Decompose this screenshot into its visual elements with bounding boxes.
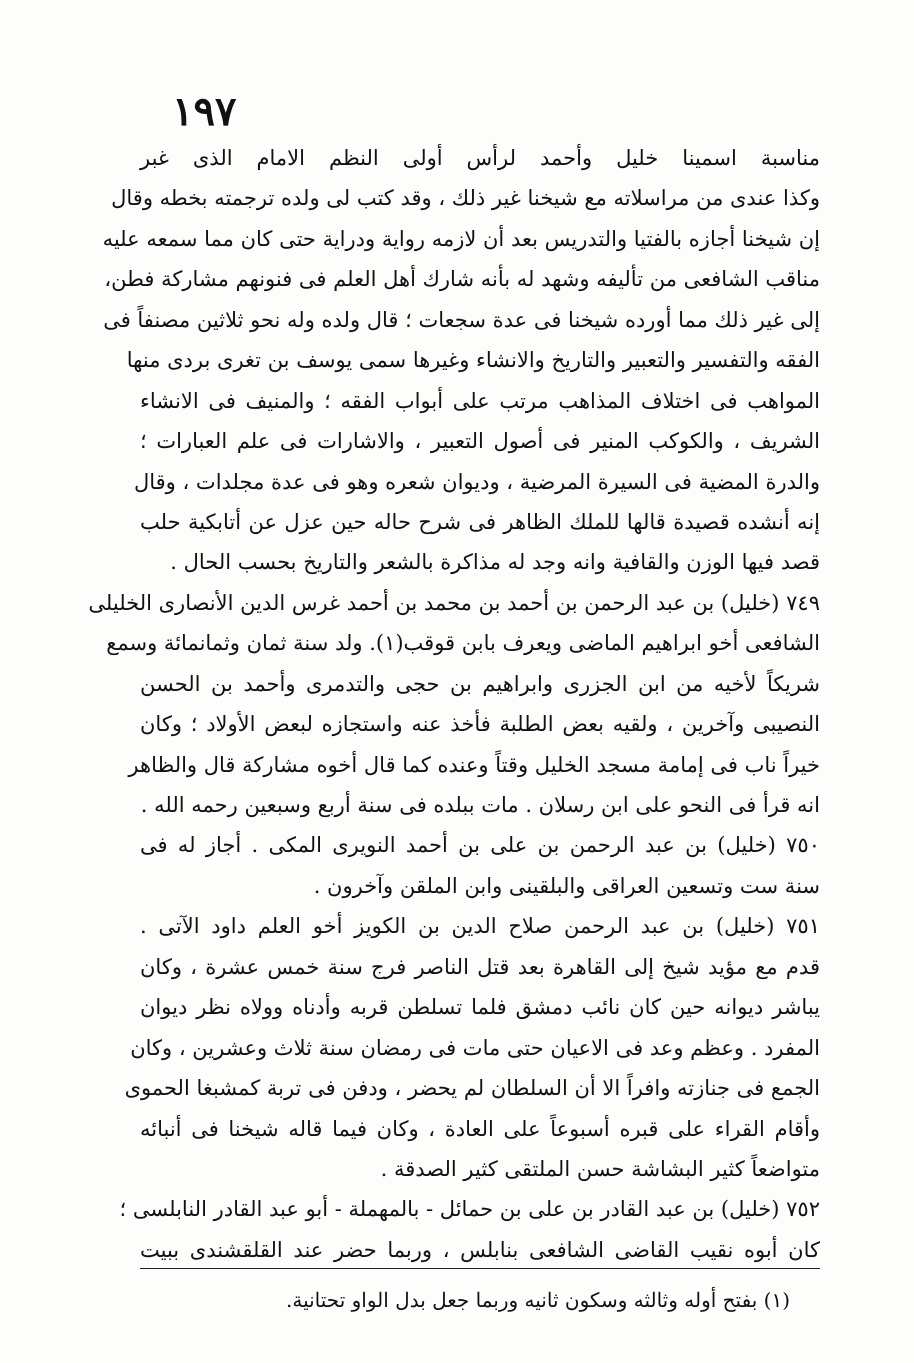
- text-line: متواضعاً كثير البشاشة حسن الملتقى كثير الصدقة .: [380, 1156, 820, 1181]
- text-line: سنة ست وتسعين العراقى والبلقينى وابن الملقن وآخرون .: [313, 873, 820, 898]
- text-line: خيراً ناب فى إمامة مسجد الخليل وقتاً وعنده كما قال أخوه مشاركة قال والظاهر: [128, 752, 820, 777]
- text-line: مناقب الشافعى من تأليفه وشهد له بأنه شارك أهل العلم فى فنونهم مشاركة فطن،: [104, 267, 820, 292]
- entry-749-line: ٧٤٩ (خليل) بن عبد الرحمن بن أحمد بن محمد بن أحمد غرس الدين الأنصارى الخليلى: [88, 590, 820, 615]
- text-line: المفرد . وعظم وعد فى الاعيان حتى مات فى رمضان سنة ثلاث وعشرين ، وكان: [130, 1035, 820, 1060]
- text-line: قدم مع مؤيد شيخ إلى القاهرة بعد قتل الناصر فرج سنة خمس عشرة ، وكان: [140, 954, 820, 979]
- text-line: إن شيخنا أجازه بالفتيا والتدريس بعد أن لازمه رواية ودراية حتى كان مما سمعه عليه: [102, 226, 820, 251]
- text-line: انه قرأ فى النحو على ابن رسلان . مات ببلده فى سنة أربع وسبعين رحمه الله .: [140, 793, 820, 817]
- text-line: وكذا عندى من مراسلاته مع شيخنا غير ذلك ، وقد كتب لى ولده ترجمته بخطه وقال: [111, 186, 820, 211]
- text-line: يباشر ديوانه حين كان نائب دمشق فلما تسلطن قربه وأدناه وولاه نظر ديوان: [140, 995, 820, 1020]
- body-text: [88, 138, 821, 1270]
- text-line: إنه أنشده قصيدة قالها للملك الظاهر فى شرح حاله حين عزل عن أتابكية حلب: [140, 509, 820, 534]
- text-line: إلى غير ذلك مما أورده شيخنا فى عدة سجعات ؛ قال ولده وله نحو ثلاثين مصنفاً فى: [103, 307, 820, 332]
- text-line: الجمع فى جنازته وافراً الا أن السلطان لم يحضر ، ودفن فى تربة كمشبغا الحموى: [124, 1076, 820, 1101]
- text-line: مناسبة اسمينا خليل وأحمد لرأس أولى النظم الامام الذى غبر: [140, 146, 820, 170]
- entry-752-line: ٧٥٢ (خليل) بن عبد القادر بن على بن حمائل - بالمهملة - أبو عبد القادر النابلسى ؛: [119, 1197, 820, 1222]
- text-line: كان أبوه نقيب القاضى الشافعى بنابلس ، وربما حضر عند القلقشندى ببيت: [140, 1237, 820, 1262]
- text-line: الشافعى أخو ابراهيم الماضى ويعرف بابن قوقب(١). ولد سنة ثمان وثمانمائة وسمع: [106, 631, 820, 656]
- entry-750-line: ٧٥٠ (خليل) بن عبد الرحمن بن على بن أحمد النويرى المكى . أجاز له فى: [140, 833, 820, 858]
- footnote: (١) بفتح أوله وثالثه وسكون ثانيه وربما جعل بدل الواو تحتانية.: [285, 1288, 790, 1312]
- text-line: النصيبى وآخرين ، ولقيه بعض الطلبة فأخذ عنه واستجازه لبعض الأولاد ؛ وكان: [140, 712, 820, 737]
- text-line: والدرة المضية فى السيرة المرضية ، وديوان شعره وهو فى عدة مجلدات ، وقال: [133, 469, 820, 494]
- text-line: شريكاً لأخيه من ابن الجزرى وابراهيم بن حجى والتدمرى وأحمد بن الحسن: [140, 671, 820, 696]
- text-line: الفقه والتفسير والتعبير والتاريخ والانشاء وغيرها سمى يوسف بن تغرى بردى منها: [126, 348, 820, 373]
- text-line: المواهب فى اختلاف المذاهب مرتب على أبواب الفقه ؛ والمنيف فى الانشاء: [140, 388, 821, 413]
- text-line: الشريف ، والكوكب المنير فى أصول التعبير ، والاشارات فى علم العبارات ؛: [140, 429, 820, 454]
- entry-751-line: ٧٥١ (خليل) بن عبد الرحمن صلاح الدين بن الكويز أخو العلم داود الآتى .: [140, 914, 820, 939]
- text-line: قصد فيها الوزن والقافية وانه وجد له مذاكرة بالشعر والتاريخ بحسب الحال .: [170, 550, 820, 575]
- page-number: ١٩٧: [172, 88, 237, 135]
- footnote-divider: [140, 1268, 820, 1269]
- text-line: وأقام القراء على قبره أسبوعاً على العادة ، وكان فيما قاله شيخنا فى أنبائه: [140, 1116, 820, 1141]
